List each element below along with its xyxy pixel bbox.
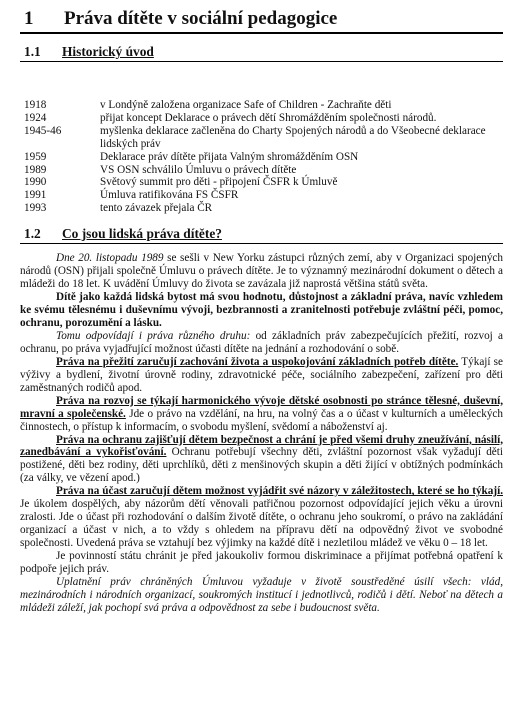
timeline-year: 1989 — [24, 163, 47, 176]
timeline-row — [20, 189, 503, 202]
section-number: 1.1 — [24, 44, 41, 59]
timeline-year: 1924 — [24, 111, 47, 124]
section-title: Co jsou lidská práva dítěte? — [62, 226, 222, 242]
timeline-text: myšlenka deklarace začleněna do Charty Spojených národů a do Všeobecné deklarace lidských práv — [100, 124, 486, 150]
paragraph-bold-underlined: Práva na rozvoj se týkají harmonického vývoje dětské osobnosti po stránce tělesné, duševní, mravní a společenské. — [20, 394, 503, 420]
paragraph — [20, 291, 503, 330]
paragraph-text: Je úkolem dospělých, aby názorům dětí věnovali patřičnou pozornost odpovídající jejich věku a úrovni zralosti. Jde o účast při rozhodování o dalším životě dítěte, o ochranu jeho soukromí, o právo na zakládání organizací a účast v nich, a to vždy s ohledem na přípravu dětí na odpovědný život ve svobodné společnosti. Uvedená práva se vztahují bez výjimky na každé dítě i nezletilou mládež ve věku 0 – 18 let. — [20, 498, 503, 550]
timeline-year: 1918 — [24, 99, 47, 111]
paragraph-bold: Dítě jako každá lidská bytost má svou hodnotu, důstojnost a základní práva, navíc vzhledem ke svému tělesnému i duševnímu vývoji, bezbrannosti a zranitelnosti potřebuje zvláštní péči, pomoc, ochranu, porozumění a lásku. — [20, 291, 503, 329]
paragraph-bold-underlined: Práva na ochranu zajišťují dětem bezpečnost a chrání je před všemi druhy zneužívání, násilí, zanedbávání a vykořisťování. — [20, 433, 503, 459]
timeline-row — [20, 151, 503, 164]
timeline-year: 1991 — [24, 189, 47, 202]
paragraph — [20, 356, 503, 395]
timeline-text: VS OSN schválilo Úmluvu o právech dítěte — [100, 163, 297, 176]
paragraph-text: Je povinností státu chránit je před jakoukoliv formou diskriminace a přijímat potřebná opatření k podpoře jejich práv. — [20, 550, 503, 576]
document-page — [20, 8, 503, 615]
paragraph-text: Jde o právo na vzdělání, na hru, na volný čas a o účast v kulturních a uměleckých činnostech, o přístup k informacím, o svobodu myšlení, svědomí a náboženství aj. — [20, 407, 503, 433]
timeline-row — [20, 125, 503, 151]
paragraph — [20, 485, 503, 550]
timeline-text: tento závazek přejala ČR — [100, 202, 213, 215]
paragraph-text: od základních práv zabezpečujících přežití, rozvoj a ochranu, po práva vyjadřující možnost účasti dítěte na jednání a rozhodování o sobě. — [20, 329, 503, 355]
section-title: Historický úvod — [62, 44, 154, 59]
paragraph — [20, 252, 503, 291]
timeline-text: přijat koncept Deklarace o právech dětí Shromážděním společnosti národů. — [100, 111, 437, 124]
timeline-row — [20, 176, 503, 189]
paragraph-bold-underlined: Práva na účast zaručují dětem možnost vyjádřit své názory v záležitostech, které se ho týkají. — [56, 485, 503, 498]
section-number: 1.2 — [24, 226, 41, 242]
timeline-year: 1959 — [24, 150, 47, 163]
timeline-row — [20, 202, 503, 215]
timeline-text: v Londýně založena organizace Safe of Children - Zachraňte děti — [100, 99, 392, 111]
timeline-row — [20, 112, 503, 125]
chapter-title: Práva dítěte v sociální pedagogice — [64, 8, 338, 29]
paragraph-text: se sešli v New Yorku zástupci různých zemí, aby v Organizaci spojených národů (OSN) přijali společně Úmluvu o právech dítěte. Je to významný mezinárodní dokument o dětech a mládeži do 18 let. K uvádění Úmluvy do života se zavázala již naprostá většina států světa. — [20, 252, 503, 291]
timeline-text: Deklarace práv dítěte přijata Valným shromážděním OSN — [100, 150, 359, 163]
timeline-row — [20, 164, 503, 177]
paragraph-italic: Uplatnění práv chráněných Úmluvou vyžaduje v životě soustředěné úsilí všech: vlád, mezinárodních i národních organizací, soukromých institucí i jednotlivců, rodičů i dětí. Neboť na dětech a mládeži záleží, jak pochopí svá práva a odpovědnost za sebe i budoucnost světa. — [20, 575, 503, 614]
timeline-row — [20, 99, 503, 112]
timeline-list — [20, 99, 503, 215]
paragraph-bold-underlined: Práva na přežití zaručují zachování života a uspokojování základních potřeb dítěte. — [56, 355, 459, 368]
paragraph-text: Týkají se výživy a bydlení, životní úrovně rodiny, zdravotnické péče, sociálního zabezpečení, zařízení pro děti zaměstnaných rodičů apod. — [20, 355, 503, 394]
timeline-year: 1993 — [24, 202, 47, 215]
timeline-year: 1990 — [24, 176, 47, 189]
chapter-number: 1 — [24, 8, 34, 29]
paragraph — [20, 395, 503, 434]
section-heading-1-1 — [20, 44, 503, 62]
paragraph — [20, 576, 503, 615]
paragraph-italic: Dne 20. listopadu 1989 — [56, 252, 164, 265]
timeline-year: 1945-46 — [24, 124, 62, 137]
paragraph — [20, 550, 503, 576]
section-body — [20, 252, 503, 615]
chapter-heading — [20, 8, 503, 34]
paragraph — [20, 434, 503, 486]
paragraph-italic: Tomu odpovídají i práva různého druhu: — [56, 329, 251, 342]
timeline-text: Světový summit pro děti - připojení ČSFR k Úmluvě — [100, 176, 338, 189]
paragraph — [20, 330, 503, 356]
paragraph-text: Ochranu potřebují všechny děti, zvláštní pozornost však vyžadují děti postižené, děti bez rodiny, děti uprchlíků, děti z menšinových skupin a děti žijící v obtížných podmínkách (za války, ve vězení apod.) — [20, 446, 503, 485]
section-heading-1-2 — [20, 226, 503, 244]
timeline-text: Úmluva ratifikována FS ČSFR — [100, 189, 239, 202]
